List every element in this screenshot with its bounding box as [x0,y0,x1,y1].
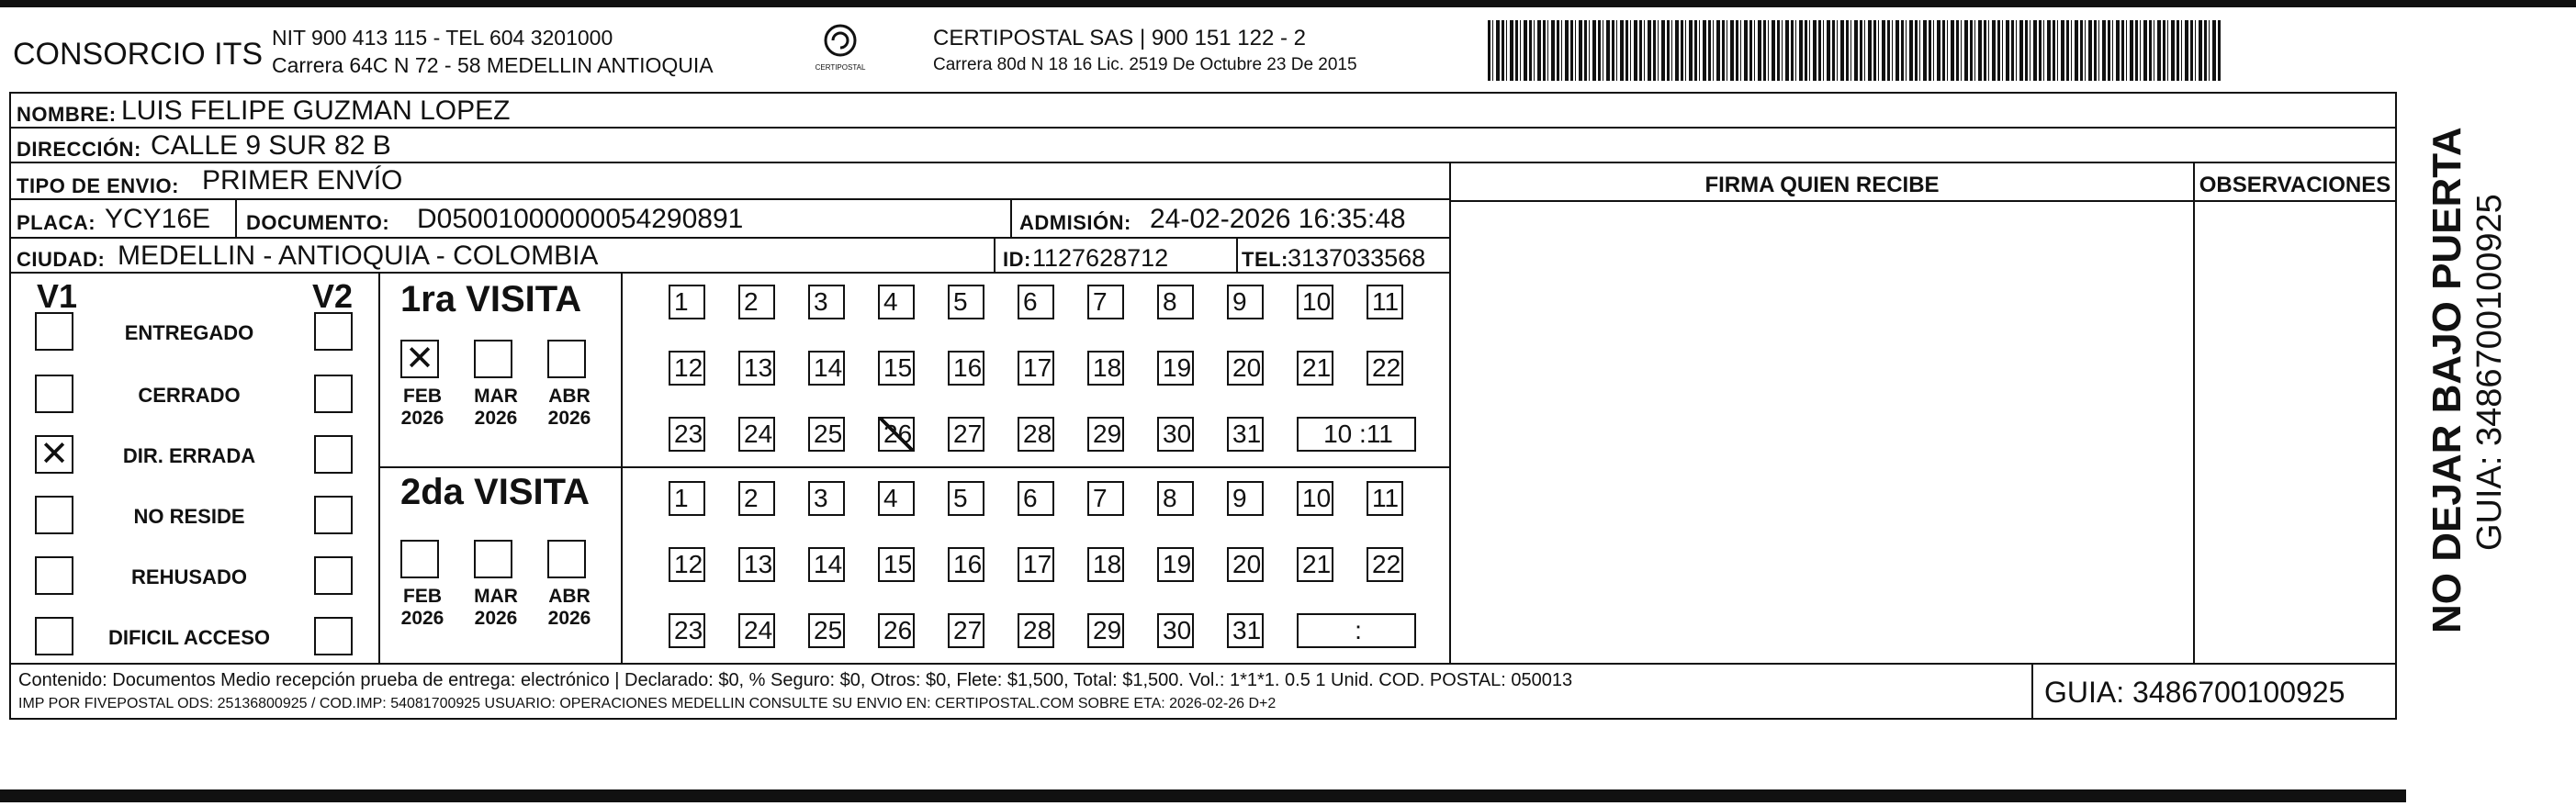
first-visit-day-27[interactable]: 27 [948,417,984,452]
admision-label: ADMISIÓN: [1019,211,1131,234]
first-visit-day-11[interactable]: 11 [1367,285,1403,319]
direccion-label: DIRECCIÓN: [17,138,141,161]
observaciones-column [2193,162,2397,665]
first-visit-month-mar[interactable] [474,340,512,378]
second-visit-month-feb[interactable] [400,540,439,578]
placa-label: PLACA: [17,211,96,234]
month-label: MAR [474,386,518,407]
nombre-row [9,92,2397,129]
month-label: MAR [474,586,518,607]
second-visit-day-1[interactable]: 1 [669,481,705,516]
second-visit-day-22[interactable]: 22 [1367,547,1403,582]
year-label: 2026 [547,608,591,629]
bottom-border [0,789,2406,802]
v2-checkbox-entregado[interactable] [314,312,353,351]
second-visit-day-17[interactable]: 17 [1018,547,1054,582]
status-label-cerrado: CERRADO [138,384,241,407]
year-label: 2026 [400,608,444,629]
first-visit-day-14[interactable]: 14 [808,351,845,386]
second-visit-day-31[interactable]: 31 [1227,613,1264,648]
month-label: ABR [548,386,591,407]
v1-checkbox-cerrado[interactable] [35,375,73,413]
v2-header: V2 [312,277,354,315]
status-label-entregado: ENTREGADO [124,321,254,344]
direccion-value: CALLE 9 SUR 82 B [151,130,391,161]
first-visit-day-26[interactable]: 26 [878,417,915,452]
first-visit-day-17[interactable]: 17 [1018,351,1054,386]
divider [2031,665,2033,718]
second-visit-day-21[interactable]: 21 [1297,547,1333,582]
tipo-value: PRIMER ENVÍO [202,165,403,196]
v1-checkbox-entregado[interactable] [35,312,73,351]
second-visit-day-23[interactable]: 23 [669,613,705,648]
first-visit-day-25[interactable]: 25 [808,417,845,452]
first-visit-day-28[interactable]: 28 [1018,417,1054,452]
firma-header: FIRMA QUIEN RECIBE [1704,173,1940,197]
first-visit-day-20[interactable]: 20 [1227,351,1264,386]
tel-label: TEL: [1242,248,1288,271]
year-label: 2026 [474,608,518,629]
second-visit-day-3[interactable]: 3 [808,481,845,516]
firma-column [1449,162,2195,665]
first-visit-day-23[interactable]: 23 [669,417,705,452]
second-visit-day-12[interactable]: 12 [669,547,705,582]
guia-box: GUIA: 3486700100925 [2044,676,2345,709]
company-nit: NIT 900 413 115 - TEL 604 3201000 [272,26,613,50]
id-value: 1127628712 [1032,244,1169,272]
second-visit-day-27[interactable]: 27 [948,613,984,648]
v2-checkbox-cerrado[interactable] [314,375,353,413]
nombre-label: NOMBRE: [17,103,117,126]
second-visit-month-mar[interactable] [474,540,512,578]
first-visit-day-13[interactable]: 13 [738,351,775,386]
divider [378,466,1451,468]
first-visit-day-22[interactable]: 22 [1367,351,1403,386]
company-name: CONSORCIO ITS [13,37,264,72]
status-label-dificil-acceso: DIFICIL ACCESO [107,626,270,649]
placa-row [9,198,1451,239]
first-visit-day-3[interactable]: 3 [808,285,845,319]
second-visit-month-abr[interactable] [547,540,586,578]
month-label: FEB [403,386,442,407]
second-visit-title: 2da VISITA [400,472,590,512]
v1-header: V1 [37,277,78,315]
second-visit-day-18[interactable]: 18 [1087,547,1124,582]
month-label: ABR [548,586,591,607]
year-label: 2026 [400,408,444,429]
divider [235,200,237,237]
second-visit-day-30[interactable]: 30 [1157,613,1194,648]
first-visit-day-10[interactable]: 10 [1297,285,1333,319]
divider [2195,200,2395,202]
second-visit-day-25[interactable]: 25 [808,613,845,648]
first-visit-day-24[interactable]: 24 [738,417,775,452]
carrier-name: CERTIPOSTAL SAS | 900 151 122 - 2 [933,26,1306,50]
divider [378,272,380,665]
year-label: 2026 [474,408,518,429]
v2-checkbox-dificil-acceso[interactable] [314,617,353,655]
second-visit-day-16[interactable]: 16 [948,547,984,582]
direccion-row [9,127,2397,163]
second-visit-day-6[interactable]: 6 [1018,481,1054,516]
barcode [1488,20,2222,81]
first-visit-day-7[interactable]: 7 [1087,285,1124,319]
ciudad-row [9,237,1451,274]
first-visit-time[interactable]: 10 :11 [1297,417,1416,452]
first-visit-day-5[interactable]: 5 [948,285,984,319]
first-visit-day-4[interactable]: 4 [878,285,915,319]
documento-value: D05001000000054290891 [417,204,744,234]
first-visit-month-feb[interactable]: ✕ [400,340,439,378]
v1-checkbox-dir-errada[interactable]: ✕ [35,435,73,474]
second-visit-day-4[interactable]: 4 [878,481,915,516]
second-visit-day-5[interactable]: 5 [948,481,984,516]
second-visit-day-24[interactable]: 24 [738,613,775,648]
placa-value: YCY16E [105,204,211,234]
second-visit-day-9[interactable]: 9 [1227,481,1264,516]
id-label: ID: [1003,248,1031,271]
divider [621,272,623,665]
first-visit-day-31[interactable]: 31 [1227,417,1264,452]
first-visit-day-2[interactable]: 2 [738,285,775,319]
first-visit-month-abr[interactable] [547,340,586,378]
second-visit-day-7[interactable]: 7 [1087,481,1124,516]
status-label-no-reside: NO RESIDE [133,505,245,528]
second-visit-day-8[interactable]: 8 [1157,481,1194,516]
certipostal-logo [808,22,872,72]
observaciones-header: OBSERVACIONES [2199,173,2391,197]
v1-checkbox-dificil-acceso[interactable] [35,617,73,655]
second-visit-time[interactable]: : [1297,613,1416,648]
v2-checkbox-no-reside[interactable] [314,496,353,534]
v1-checkbox-rehusado[interactable] [35,556,73,595]
first-visit-day-30[interactable]: 30 [1157,417,1194,452]
v2-checkbox-dir-errada[interactable] [314,435,353,474]
logo-text: CERTIPOSTAL [815,63,866,72]
first-visit-day-8[interactable]: 8 [1157,285,1194,319]
footer-imp: IMP POR FIVEPOSTAL ODS: 25136800925 / COD.IMP: 54081700925 USUARIO: OPERACIONES MEDELLIN CONSULTE SU ENVIO EN: CERTIPOSTAL.COM SOBRE ETA: 2026-02-26 D+2 [18,696,1277,711]
first-visit-day-16[interactable]: 16 [948,351,984,386]
top-border [0,0,2576,7]
side-warning: NO DEJAR BAJO PUERTA [2424,127,2469,633]
divider [994,239,996,272]
second-visit-day-14[interactable]: 14 [808,547,845,582]
ciudad-label: CIUDAD: [17,248,106,271]
month-label: FEB [403,586,442,607]
first-visit-title: 1ra VISITA [400,279,582,319]
first-visit-day-19[interactable]: 19 [1157,351,1194,386]
side-guia: GUIA: 3486700100925 [2470,194,2509,551]
second-visit-day-15[interactable]: 15 [878,547,915,582]
second-visit-day-28[interactable]: 28 [1018,613,1054,648]
second-visit-day-19[interactable]: 19 [1157,547,1194,582]
footer-content: Contenido: Documentos Medio recepción prueba de entrega: electrónico | Declarado: $0, % Seguro: $0, Otros: $0, Flete: $1,500, Total: $1,500. Vol.: 1*1*1. 0.5 1 Unid. COD. POSTAL: 050013 [18,670,1573,690]
second-visit-day-29[interactable]: 29 [1087,613,1124,648]
first-visit-day-29[interactable]: 29 [1087,417,1124,452]
ciudad-value: MEDELLIN - ANTIOQUIA - COLOMBIA [118,241,599,271]
v2-checkbox-rehusado[interactable] [314,556,353,595]
second-visit-day-10[interactable]: 10 [1297,481,1333,516]
divider [1451,200,2193,202]
first-visit-day-1[interactable]: 1 [669,285,705,319]
first-visit-day-12[interactable]: 12 [669,351,705,386]
second-visit-day-13[interactable]: 13 [738,547,775,582]
documento-label: DOCUMENTO: [246,211,390,234]
first-visit-day-9[interactable]: 9 [1227,285,1264,319]
company-address: Carrera 64C N 72 - 58 MEDELLIN ANTIOQUIA [272,53,714,77]
second-visit-day-26[interactable]: 26 [878,613,915,648]
tipo-label: TIPO DE ENVIO: [17,174,179,197]
second-visit-day-11[interactable]: 11 [1367,481,1403,516]
v1-checkbox-no-reside[interactable] [35,496,73,534]
tipo-row [9,162,1451,200]
year-label: 2026 [547,408,591,429]
first-visit-day-15[interactable]: 15 [878,351,915,386]
nombre-value: LUIS FELIPE GUZMAN LOPEZ [121,95,511,126]
tel-value: 3137033568 [1288,244,1426,272]
carrier-address: Carrera 80d N 18 16 Lic. 2519 De Octubre 23 De 2015 [933,55,1357,74]
first-visit-day-18[interactable]: 18 [1087,351,1124,386]
status-label-dir-errada: DIR. ERRADA [122,444,256,467]
divider [1010,200,1012,237]
status-label-rehusado: REHUSADO [131,565,247,588]
first-visit-day-21[interactable]: 21 [1297,351,1333,386]
second-visit-day-20[interactable]: 20 [1227,547,1264,582]
second-visit-day-2[interactable]: 2 [738,481,775,516]
first-visit-day-6[interactable]: 6 [1018,285,1054,319]
footer-row [9,663,2397,720]
admision-value: 24-02-2026 16:35:48 [1150,204,1406,234]
divider [1236,239,1238,272]
